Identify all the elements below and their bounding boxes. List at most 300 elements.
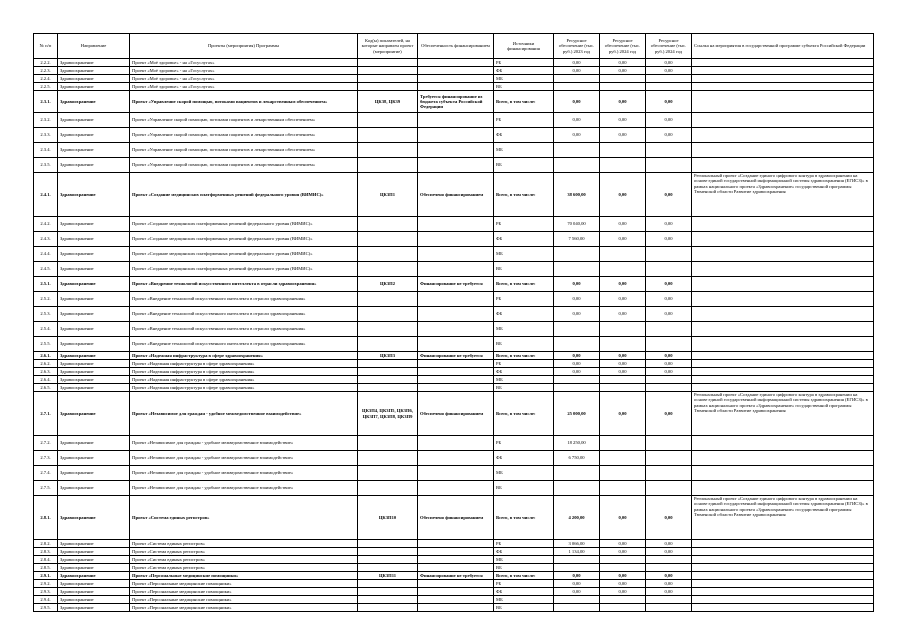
row-project: Проект «Независимое для граждан - удобное межведомственное взаимодействие» (130, 392, 358, 436)
row-provision: Обеспечено финансированием (418, 392, 494, 436)
row-value-2023 (554, 83, 600, 91)
row-provision (418, 247, 494, 262)
row-value-2024: 0,00 (600, 360, 646, 368)
row-value-2023: 0,00 (554, 588, 600, 596)
row-provision (418, 128, 494, 143)
row-value-2024 (600, 262, 646, 277)
row-provision (418, 217, 494, 232)
row-value-2023: 0,00 (554, 307, 600, 322)
table-row (34, 496, 874, 540)
row-indicator-codes: ЦК3П2 (358, 277, 418, 292)
row-value-2023 (554, 384, 600, 392)
row-project: Проект «Независимое для граждан - удобное межведомственное взаимодействие» (130, 481, 358, 496)
row-value-2025 (646, 376, 692, 384)
row-value-2025 (646, 436, 692, 451)
row-indicator-codes (358, 337, 418, 352)
row-number: 2.4.5. (34, 262, 58, 277)
row-project: Проект «Управление скорой помощью, потоками пациентов и лекарственным обеспечением» (130, 128, 358, 143)
row-direction: Здравоохранение (58, 466, 130, 481)
row-direction: Здравоохранение (58, 143, 130, 158)
table-row (34, 481, 874, 496)
row-value-2023 (554, 564, 600, 572)
row-source: РБ (494, 113, 554, 128)
row-value-2024: 0,00 (600, 292, 646, 307)
row-value-2025 (646, 604, 692, 612)
row-direction: Здравоохранение (58, 436, 130, 451)
row-value-2023 (554, 596, 600, 604)
row-direction: Здравоохранение (58, 83, 130, 91)
row-provision (418, 262, 494, 277)
row-project: Проект «Персональные медицинские помощники» (130, 588, 358, 596)
row-program-link (692, 67, 874, 75)
row-value-2024: 0,00 (600, 572, 646, 580)
row-number: 2.6.1. (34, 352, 58, 360)
row-indicator-codes (358, 143, 418, 158)
row-indicator-codes (358, 247, 418, 262)
row-indicator-codes (358, 481, 418, 496)
row-value-2023: 0,00 (554, 277, 600, 292)
row-program-link (692, 588, 874, 596)
row-number: 2.9.5. (34, 604, 58, 612)
row-program-link: Региональный проект «Создание единого цифрового контура в здравоохранении на основе единой государственной информационной системы здравоохранения (ЕГИСЗ)» в рамках национального проекта «Здравоохранение» государственной программы Тюменской области Развитие здравоохранения (692, 173, 874, 217)
row-provision (418, 384, 494, 392)
row-project: Проект «Внедрение технологий искусственного интеллекта в отрасли здравоохранения» (130, 292, 358, 307)
row-value-2023 (554, 556, 600, 564)
row-source: МБ (494, 75, 554, 83)
row-value-2023: 0,00 (554, 572, 600, 580)
row-project: Проект «Система единых регистров» (130, 548, 358, 556)
row-source: РБ (494, 292, 554, 307)
row-value-2025: 0,00 (646, 173, 692, 217)
row-indicator-codes (358, 128, 418, 143)
table-row (34, 556, 874, 564)
table-row (34, 75, 874, 83)
table-row (34, 451, 874, 466)
row-direction: Здравоохранение (58, 292, 130, 307)
row-project: Проект «Внедрение технологий искусственного интеллекта в отрасли здравоохранения» (130, 277, 358, 292)
row-provision: Финансирование не требуется (418, 277, 494, 292)
row-direction: Здравоохранение (58, 75, 130, 83)
table-row (34, 337, 874, 352)
row-value-2024 (600, 564, 646, 572)
row-source: МБ (494, 143, 554, 158)
row-source: МБ (494, 466, 554, 481)
row-value-2023: 0,00 (554, 352, 600, 360)
row-value-2024: 0,00 (600, 128, 646, 143)
row-value-2023: 0,00 (554, 360, 600, 368)
row-value-2023 (554, 262, 600, 277)
row-value-2024 (600, 158, 646, 173)
row-value-2024: 0,00 (600, 548, 646, 556)
row-value-2025: 0,00 (646, 540, 692, 548)
row-number: 2.2.3. (34, 67, 58, 75)
row-number: 2.7.5. (34, 481, 58, 496)
table-row (34, 436, 874, 451)
row-number: 2.5.2. (34, 292, 58, 307)
funding-table (33, 33, 874, 612)
row-value-2023 (554, 143, 600, 158)
header-2025: Ресурсное обеспечение (тыс. руб.) 2024 год (646, 34, 692, 59)
row-source: РБ (494, 59, 554, 67)
row-value-2025: 0,00 (646, 368, 692, 376)
row-program-link (692, 572, 874, 580)
row-direction: Здравоохранение (58, 572, 130, 580)
row-value-2023: 0,00 (554, 580, 600, 588)
header-num: № п/п (34, 34, 58, 59)
row-value-2024: 0,00 (600, 59, 646, 67)
row-value-2025: 0,00 (646, 292, 692, 307)
row-source: РБ (494, 436, 554, 451)
row-value-2023: 70 040,00 (554, 217, 600, 232)
row-indicator-codes (358, 564, 418, 572)
row-value-2024 (600, 451, 646, 466)
row-source: МБ (494, 322, 554, 337)
row-direction: Здравоохранение (58, 368, 130, 376)
table-row (34, 466, 874, 481)
table-row (34, 217, 874, 232)
row-source: ВБ (494, 262, 554, 277)
row-source: Всего, в том числе: (494, 392, 554, 436)
row-program-link (692, 59, 874, 67)
row-source: ВБ (494, 604, 554, 612)
row-program-link (692, 436, 874, 451)
row-project: Проект «Надежная инфраструктура в сфере здравоохранения» (130, 368, 358, 376)
row-value-2025 (646, 83, 692, 91)
row-indicator-codes (358, 588, 418, 596)
row-value-2025: 0,00 (646, 588, 692, 596)
row-value-2025 (646, 596, 692, 604)
row-source: РБ (494, 360, 554, 368)
header-row (34, 34, 874, 59)
row-indicator-codes (358, 556, 418, 564)
row-project: Проект «Система единых регистров» (130, 564, 358, 572)
row-value-2025 (646, 143, 692, 158)
table-row (34, 392, 874, 436)
row-indicator-codes (358, 113, 418, 128)
row-direction: Здравоохранение (58, 384, 130, 392)
row-program-link (692, 292, 874, 307)
row-value-2024: 0,00 (600, 352, 646, 360)
row-program-link: Региональный проект «Создание единого цифрового контура в здравоохранении на основе единой государственной информационной системы здравоохранения (ЕГИСЗ)» в рамках национального проекта «Здравоохранение» государственной программы Тюменской области Развитие здравоохранения (692, 392, 874, 436)
row-provision (418, 540, 494, 548)
table-row (34, 232, 874, 247)
row-program-link (692, 360, 874, 368)
row-provision (418, 360, 494, 368)
row-program-link (692, 232, 874, 247)
header-provision: Обеспеченность финансированием (418, 34, 494, 59)
row-direction: Здравоохранение (58, 352, 130, 360)
row-program-link (692, 540, 874, 548)
row-value-2023 (554, 158, 600, 173)
row-direction: Здравоохранение (58, 481, 130, 496)
row-provision (418, 548, 494, 556)
row-direction: Здравоохранение (58, 217, 130, 232)
row-indicator-codes (358, 232, 418, 247)
row-direction: Здравоохранение (58, 580, 130, 588)
row-number: 2.4.1. (34, 173, 58, 217)
row-indicator-codes (358, 596, 418, 604)
row-provision (418, 67, 494, 75)
row-provision (418, 376, 494, 384)
row-project: Проект «Персональные медицинские помощники» (130, 580, 358, 588)
row-direction: Здравоохранение (58, 392, 130, 436)
row-program-link (692, 337, 874, 352)
row-number: 2.9.1. (34, 572, 58, 580)
table-row (34, 352, 874, 360)
row-value-2024: 0,00 (600, 217, 646, 232)
row-indicator-codes (358, 466, 418, 481)
row-value-2025: 0,00 (646, 360, 692, 368)
row-project: Проект «Система единых регистров» (130, 540, 358, 548)
row-value-2025: 0,00 (646, 91, 692, 113)
row-provision (418, 451, 494, 466)
row-source: Всего, в том числе: (494, 352, 554, 360)
row-source: ФБ (494, 588, 554, 596)
row-provision (418, 466, 494, 481)
table-row (34, 83, 874, 91)
row-source: ВБ (494, 384, 554, 392)
row-project: Проект «Персональные медицинские помощники» (130, 604, 358, 612)
table-row (34, 604, 874, 612)
row-number: 2.3.1. (34, 91, 58, 113)
row-number: 2.8.5. (34, 564, 58, 572)
row-program-link (692, 277, 874, 292)
table-row (34, 580, 874, 588)
row-provision (418, 337, 494, 352)
row-direction: Здравоохранение (58, 548, 130, 556)
table-row (34, 376, 874, 384)
row-value-2025: 0,00 (646, 307, 692, 322)
row-program-link (692, 307, 874, 322)
row-provision (418, 564, 494, 572)
row-program-link (692, 451, 874, 466)
row-direction: Здравоохранение (58, 232, 130, 247)
row-direction: Здравоохранение (58, 247, 130, 262)
row-provision (418, 481, 494, 496)
row-value-2023: 18 250,00 (554, 436, 600, 451)
row-number: 2.9.2. (34, 580, 58, 588)
row-project: Проект «Создание медицинских платформенных решений федерального уровня (ВИМИС)» (130, 247, 358, 262)
row-project: Проект «Независимое для граждан - удобное межведомственное взаимодействие» (130, 451, 358, 466)
row-project: Проект «Управление скорой помощью, потоками пациентов и лекарственным обеспечением» (130, 143, 358, 158)
row-value-2025: 0,00 (646, 548, 692, 556)
row-value-2024: 0,00 (600, 496, 646, 540)
row-number: 2.4.2. (34, 217, 58, 232)
header-link: Ссылка на мероприятия в государственной программе субъекта Российской Федерации (692, 34, 874, 59)
row-value-2023: 0,00 (554, 128, 600, 143)
row-program-link (692, 247, 874, 262)
row-source: МБ (494, 556, 554, 564)
row-value-2024 (600, 143, 646, 158)
row-provision (418, 307, 494, 322)
row-direction: Здравоохранение (58, 59, 130, 67)
row-value-2024 (600, 75, 646, 83)
row-value-2024 (600, 556, 646, 564)
row-value-2023 (554, 466, 600, 481)
row-value-2025 (646, 262, 692, 277)
table-row (34, 292, 874, 307)
row-value-2025 (646, 337, 692, 352)
row-project: Проект «Независимое для граждан - удобное межведомственное взаимодействие» (130, 466, 358, 481)
row-source: ФБ (494, 368, 554, 376)
row-indicator-codes: ЦК3П3 (358, 352, 418, 360)
row-direction: Здравоохранение (58, 91, 130, 113)
table-row (34, 588, 874, 596)
row-value-2025: 0,00 (646, 217, 692, 232)
row-source: ФБ (494, 451, 554, 466)
row-program-link (692, 217, 874, 232)
row-number: 2.8.1. (34, 496, 58, 540)
row-indicator-codes (358, 376, 418, 384)
row-direction: Здравоохранение (58, 360, 130, 368)
row-source: ФБ (494, 307, 554, 322)
row-number: 2.2.2. (34, 59, 58, 67)
table-row (34, 59, 874, 67)
table-row (34, 572, 874, 580)
row-program-link (692, 91, 874, 113)
row-program-link (692, 548, 874, 556)
row-value-2023 (554, 75, 600, 83)
row-number: 2.7.3. (34, 451, 58, 466)
row-direction: Здравоохранение (58, 604, 130, 612)
row-value-2025: 0,00 (646, 352, 692, 360)
row-indicator-codes: ЦК38, ЦК39 (358, 91, 418, 113)
row-direction: Здравоохранение (58, 564, 130, 572)
row-project: Проект «Создание медицинских платформенных решений федерального уровня (ВИМИС)» (130, 232, 358, 247)
header-direction: Направление (58, 34, 130, 59)
row-provision (418, 143, 494, 158)
row-program-link (692, 604, 874, 612)
row-provision (418, 596, 494, 604)
row-direction: Здравоохранение (58, 556, 130, 564)
row-value-2025: 0,00 (646, 59, 692, 67)
row-program-link (692, 384, 874, 392)
row-number: 2.5.4. (34, 322, 58, 337)
row-project: Проект «Моё здоровье» - на «Госуслугах» (130, 59, 358, 67)
row-provision (418, 588, 494, 596)
row-number: 2.8.4. (34, 556, 58, 564)
row-program-link (692, 596, 874, 604)
row-provision: Финансирование не требуется (418, 352, 494, 360)
row-number: 2.9.3. (34, 588, 58, 596)
row-number: 2.7.2. (34, 436, 58, 451)
row-value-2025 (646, 158, 692, 173)
row-direction: Здравоохранение (58, 337, 130, 352)
row-value-2023 (554, 322, 600, 337)
row-direction: Здравоохранение (58, 596, 130, 604)
row-value-2023 (554, 481, 600, 496)
row-project: Проект «Управление скорой помощью, потоками пациентов и лекарственным обеспечением» (130, 113, 358, 128)
table-row (34, 540, 874, 548)
row-value-2023 (554, 247, 600, 262)
row-indicator-codes: ЦК3П1 (358, 173, 418, 217)
row-indicator-codes (358, 217, 418, 232)
row-source: ВБ (494, 158, 554, 173)
row-value-2023: 38 600,00 (554, 173, 600, 217)
header-project: Проекты (мероприятия) Программы (130, 34, 358, 59)
row-source: Всего, в том числе: (494, 496, 554, 540)
row-project: Проект «Персональные медицинские помощники» (130, 596, 358, 604)
row-value-2023: 6 750,00 (554, 451, 600, 466)
row-project: Проект «Система единых регистров» (130, 556, 358, 564)
row-value-2025 (646, 384, 692, 392)
row-value-2024 (600, 337, 646, 352)
row-provision (418, 292, 494, 307)
row-provision (418, 368, 494, 376)
row-number: 2.5.1. (34, 277, 58, 292)
row-value-2025: 0,00 (646, 572, 692, 580)
row-indicator-codes (358, 540, 418, 548)
row-value-2024 (600, 247, 646, 262)
row-value-2024 (600, 384, 646, 392)
row-program-link (692, 262, 874, 277)
row-source: Всего, в том числе: (494, 173, 554, 217)
row-direction: Здравоохранение (58, 376, 130, 384)
table-row (34, 67, 874, 75)
row-direction: Здравоохранение (58, 173, 130, 217)
row-value-2023 (554, 604, 600, 612)
row-value-2024 (600, 466, 646, 481)
row-value-2023: 1 134,00 (554, 548, 600, 556)
row-number: 2.4.3. (34, 232, 58, 247)
row-indicator-codes (358, 307, 418, 322)
row-value-2023: 25 000,00 (554, 392, 600, 436)
row-value-2025 (646, 451, 692, 466)
row-value-2024 (600, 604, 646, 612)
row-source: Всего, в том числе: (494, 572, 554, 580)
row-program-link (692, 322, 874, 337)
row-direction: Здравоохранение (58, 158, 130, 173)
row-source: РБ (494, 540, 554, 548)
row-provision (418, 83, 494, 91)
row-program-link (692, 352, 874, 360)
table-row (34, 548, 874, 556)
row-project: Проект «Моё здоровье» - на «Госуслугах» (130, 75, 358, 83)
table-row (34, 143, 874, 158)
row-value-2024: 0,00 (600, 540, 646, 548)
row-value-2024: 0,00 (600, 173, 646, 217)
table-row (34, 384, 874, 392)
row-number: 2.3.3. (34, 128, 58, 143)
row-number: 2.4.4. (34, 247, 58, 262)
row-value-2025: 0,00 (646, 392, 692, 436)
row-value-2023: 0,00 (554, 67, 600, 75)
row-source: РБ (494, 217, 554, 232)
document-page (33, 33, 873, 612)
row-number: 2.2.4. (34, 75, 58, 83)
row-indicator-codes (358, 368, 418, 376)
table-row (34, 360, 874, 368)
row-provision: Обеспечено финансированием (418, 173, 494, 217)
table-row (34, 128, 874, 143)
row-value-2024 (600, 376, 646, 384)
row-value-2025 (646, 466, 692, 481)
row-direction: Здравоохранение (58, 451, 130, 466)
row-source: ВБ (494, 481, 554, 496)
row-project: Проект «Независимое для граждан - удобное межведомственное взаимодействие» (130, 436, 358, 451)
row-provision: Требуется финансирование из бюджета субъекта Российской Федерации (418, 91, 494, 113)
row-program-link (692, 466, 874, 481)
row-direction: Здравоохранение (58, 128, 130, 143)
row-number: 2.6.2. (34, 360, 58, 368)
row-value-2023: 0,00 (554, 59, 600, 67)
row-source: МБ (494, 247, 554, 262)
row-indicator-codes (358, 384, 418, 392)
row-direction: Здравоохранение (58, 262, 130, 277)
row-indicator-codes (358, 322, 418, 337)
row-source: РБ (494, 580, 554, 588)
row-value-2024: 0,00 (600, 113, 646, 128)
